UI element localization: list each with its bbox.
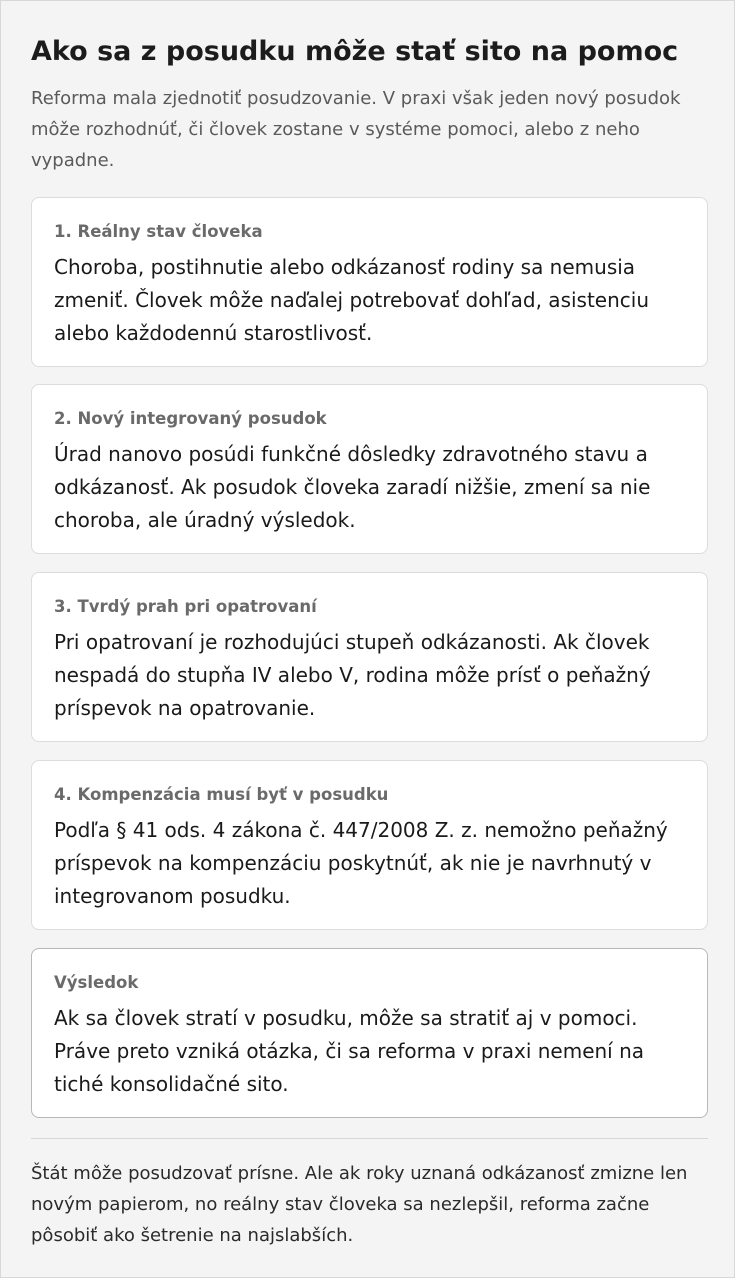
- step-card-new-assessment: [31, 384, 708, 554]
- step-card-title: 1. Reálny stav človeka: [54, 222, 263, 241]
- section-divider: [31, 1138, 708, 1139]
- step-card-title: 4. Kompenzácia musí byť v posudku: [54, 785, 389, 804]
- step-card-title: 2. Nový integrovaný posudok: [54, 409, 327, 428]
- step-card-compensation: [31, 760, 708, 930]
- step-card-text: Choroba, postihnutie alebo odkázanosť rodiny sa nemusia zmeniť. Človek môže naďalej potrebovať dohľad, asistenciu alebo každodennú starostlivosť.: [54, 255, 650, 345]
- result-card: [31, 948, 708, 1118]
- step-card-care-threshold: [31, 572, 708, 742]
- footer-text: Štát môže posudzovať prísne. Ale ak roky uznaná odkázanosť zmizne len novým papierom, no reálny stav človeka sa nezlepšil, reforma začne pôsobiť ako šetrenie na najslabších.: [31, 1163, 688, 1246]
- step-card-text: Úrad nanovo posúdi funkčné dôsledky zdravotného stavu a odkázanosť. Ak posudok človeka zaradí nižšie, zmení sa nie choroba, ale úradný výsledok.: [54, 442, 651, 532]
- page-title: Ako sa z posudku môže stať sito na pomoc: [31, 36, 679, 67]
- step-card-text: Podľa § 41 ods. 4 zákona č. 447/2008 Z. z. nemožno peňažný príspevok na kompenzáciu poskytnúť, ak nie je navrhnutý v integrovanom posudku.: [54, 818, 668, 908]
- step-card-text: Pri opatrovaní je rozhodujúci stupeň odkázanosti. Ak človek nespadá do stupňa IV alebo V, rodina môže prísť o peňažný príspevok na opatrovanie.: [54, 630, 651, 720]
- intro-text: Reforma mala zjednotiť posudzovanie. V praxi však jeden nový posudok môže rozhodnúť, či človek zostane v systéme pomoci, alebo z neho vypadne.: [31, 88, 681, 171]
- step-card-title: 3. Tvrdý prah pri opatrovaní: [54, 597, 317, 616]
- step-card-real-state: [31, 197, 708, 367]
- result-card-text: Ak sa človek stratí v posudku, môže sa stratiť aj v pomoci. Práve preto vzniká otázka, či sa reforma v praxi nemení na tiché konsolidačné sito.: [54, 1006, 645, 1096]
- result-card-title: Výsledok: [54, 973, 139, 992]
